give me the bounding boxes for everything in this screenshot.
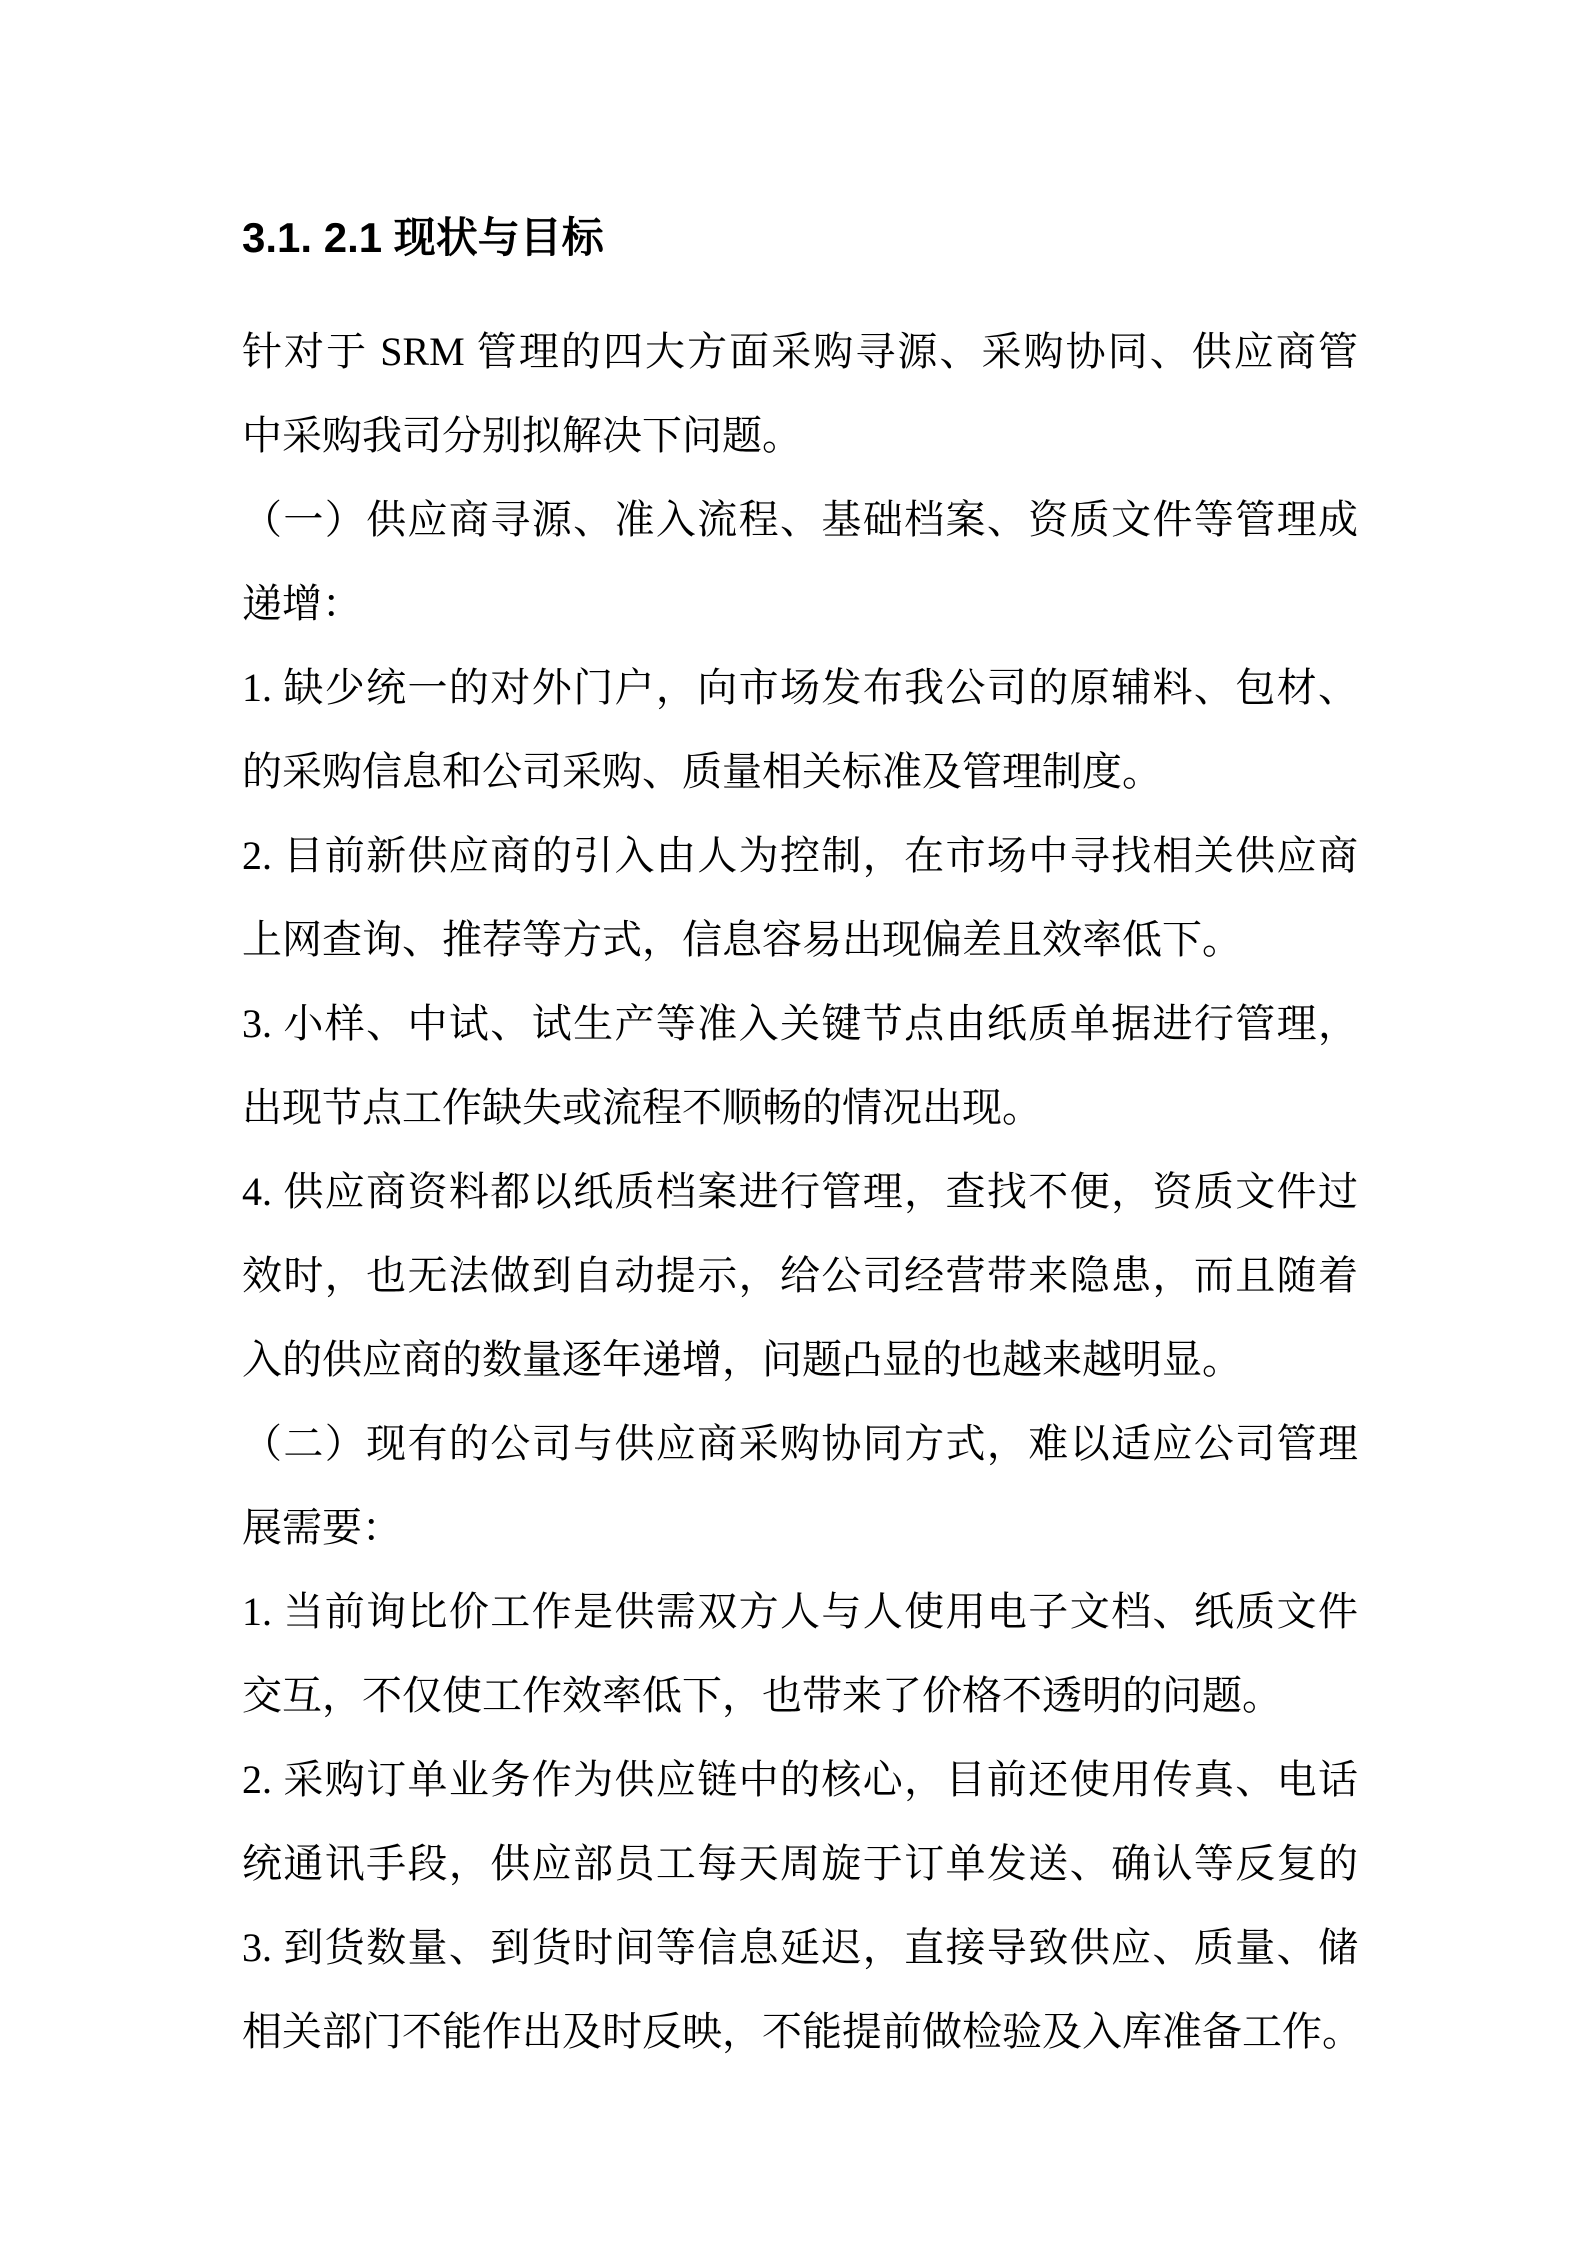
text-line: 出现节点工作缺失或流程不顺畅的情况出现。 <box>242 1085 1042 1130</box>
text-line: 入的供应商的数量逐年递增，问题凸显的也越来越明显。 <box>242 1337 1242 1382</box>
text-line: 1. 缺少统一的对外门户，向市场发布我公司的原辅料、包材、 <box>242 665 1358 710</box>
text-line: 上网查询、推荐等方式，信息容易出现偏差且效率低下。 <box>242 917 1242 962</box>
text-line: 针对于 SRM 管理的四大方面采购寻源、采购协同、供应商管 <box>242 329 1358 374</box>
text-line: 的采购信息和公司采购、质量相关标准及管理制度。 <box>242 749 1162 794</box>
section-heading: 3.1. 2.1 现状与目标 <box>242 214 604 261</box>
text-line: 递增： <box>242 581 362 626</box>
text-line: 相关部门不能作出及时反映，不能提前做检验及入库准备工作。 <box>242 2009 1362 2054</box>
text-line: 统通讯手段，供应部员工每天周旋于订单发送、确认等反复的 <box>242 1841 1358 1886</box>
text-line: （一）供应商寻源、准入流程、基础档案、资质文件等管理成 <box>242 497 1358 542</box>
text-line: 展需要： <box>242 1505 402 1550</box>
text-line: 效时，也无法做到自动提示，给公司经营带来隐患，而且随着 <box>242 1253 1358 1298</box>
text-line: 3. 小样、中试、试生产等准入关键节点由纸质单据进行管理， <box>242 1001 1358 1046</box>
text-line: （二）现有的公司与供应商采购协同方式，难以适应公司管理 <box>242 1421 1358 1466</box>
text-line: 中采购我司分别拟解决下问题。 <box>242 413 802 458</box>
text-line: 2. 目前新供应商的引入由人为控制，在市场中寻找相关供应商 <box>242 833 1358 878</box>
text-line: 2. 采购订单业务作为供应链中的核心，目前还使用传真、电话 <box>242 1757 1358 1802</box>
text-line: 交互，不仅使工作效率低下，也带来了价格不透明的问题。 <box>242 1673 1282 1718</box>
text-line: 1. 当前询比价工作是供需双方人与人使用电子文档、纸质文件 <box>242 1589 1358 1634</box>
text-line: 3. 到货数量、到货时间等信息延迟，直接导致供应、质量、储 <box>242 1925 1358 1970</box>
document-body <box>242 310 1362 2074</box>
text-line: 4. 供应商资料都以纸质档案进行管理，查找不便，资质文件过 <box>242 1169 1358 1214</box>
